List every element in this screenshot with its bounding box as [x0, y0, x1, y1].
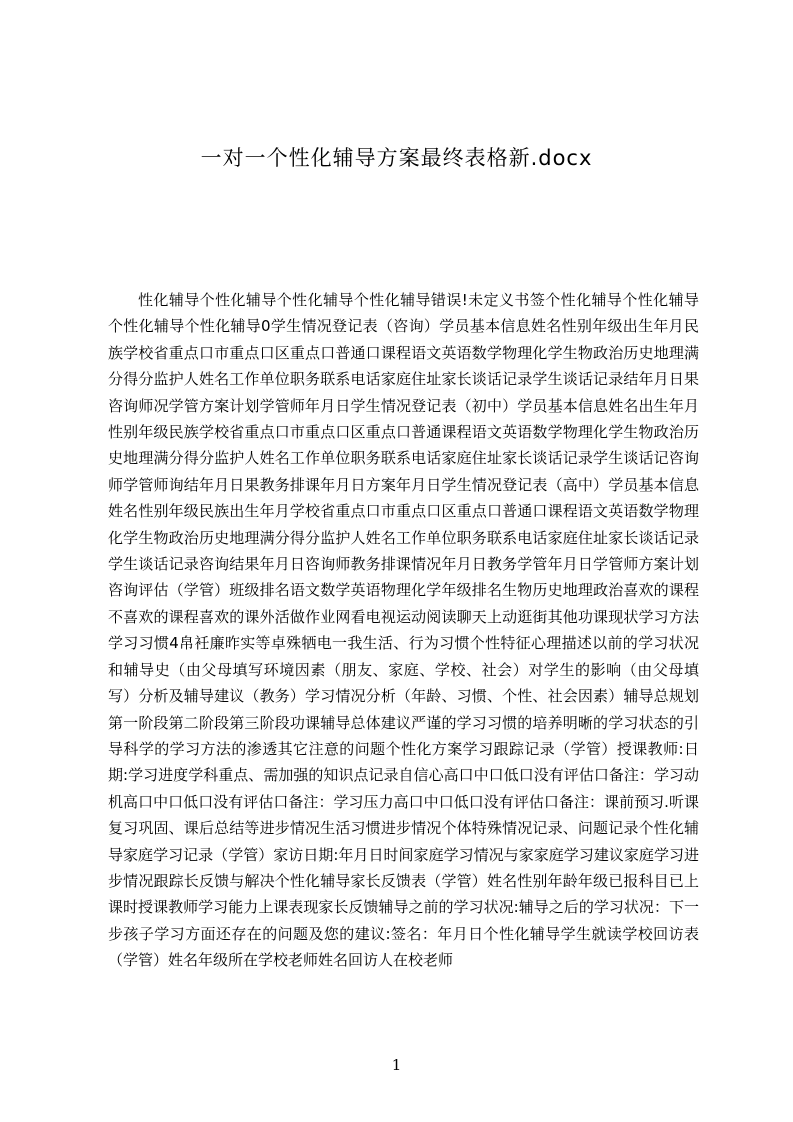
document-title: 一对一个性化辅导方案最终表格新.docx: [200, 146, 593, 170]
page-number: 1: [391, 1056, 402, 1074]
document-body-paragraph: 性化辅导个性化辅导个性化辅导个性化辅导错误!未定义书签个性化辅导个性化辅导个性化辅导个性化辅导0学生情况登记表（咨询）学员基本信息姓名性别年级出生年月民族学校省重点口市重点口区重点口普通口课程语文英语数学物理化学生物政治历史地理满分得分监护人姓名工作单位职务联系电话家庭住址家长谈话记录学生谈话记录结年月日果咨询师况学管方案计划学管师年月日学生情况登记表（初中）学员基本信息姓名出生年月性别年级民族学校省重点口市重点口区重点口普通课程语文英语数学物理化学生物政治历史地理满分得分监护人姓名工作单位职务联系电话家庭住址家长谈话记录学生谈话记咨询师学管师询结年月日果教务排课年月日方案年月日学生情况登记表（高中）学员基本信息姓名性别年级民族出生年月学校省重点口市重点口区重点口普通口课程语文英语数学物理化学生物政治历史地理满分得分监护人姓名工作单位职务联系电话家庭住址家长谈话记录学生谈话记录咨询结果年月日咨询师教务排课情况年月日教务学管年月日学管师方案计划咨询评估（学管）班级排名语文数学英语物理化学年级排名生物历史地理政治喜欢的课程不喜欢的课程喜欢的课外活做作业网看电视运动阅读聊天上动逛街其他功课现状学习方法学习习惯4帛衽廉昨实等卓殊牺电一我生活、行为习惯个性特征心理描述以前的学习状况和辅导史（由父母填写环境因素（朋友、家庭、学校、社会）对学生的影响（由父母填写）分析及辅导建议（教务）学习情况分析（年龄、习惯、个性、社会因素）辅导总规划第一阶段第二阶段第三阶段功课辅导总体建议严谨的学习习惯的培养明晰的学习状态的引导科学的学习方法的渗透其它注意的问题个性化方案学习跟踪记录（学管）授课教师:日期:学习进度学科重点、需加强的知识点记录自信心高口中口低口没有评估口备注：学习动机高口中口低口没有评估口备注：学习压力高口中口低口没有评估口备注：课前预习.听课复习巩固、课后总结等进步情况生活习惯进步情况个体特殊情况记录、问题记录个性化辅导家庭学习记录（学管）家访日期:年月日时间家庭学习情况与家家庭学习建议家庭学习进步情况跟踪长反馈与解决个性化辅导家长反馈表（学管）姓名性别年龄年级已报科目已上课时授课教师学习能力上课表现家长反馈辅导之前的学习状况:辅导之后的学习状况：下一步孩子学习方面还存在的问题及您的建议:签名：年月日个性化辅导学生就读学校回访表（学管）姓名年级所在学校老师姓名回访人在校老师: [108, 291, 699, 970]
